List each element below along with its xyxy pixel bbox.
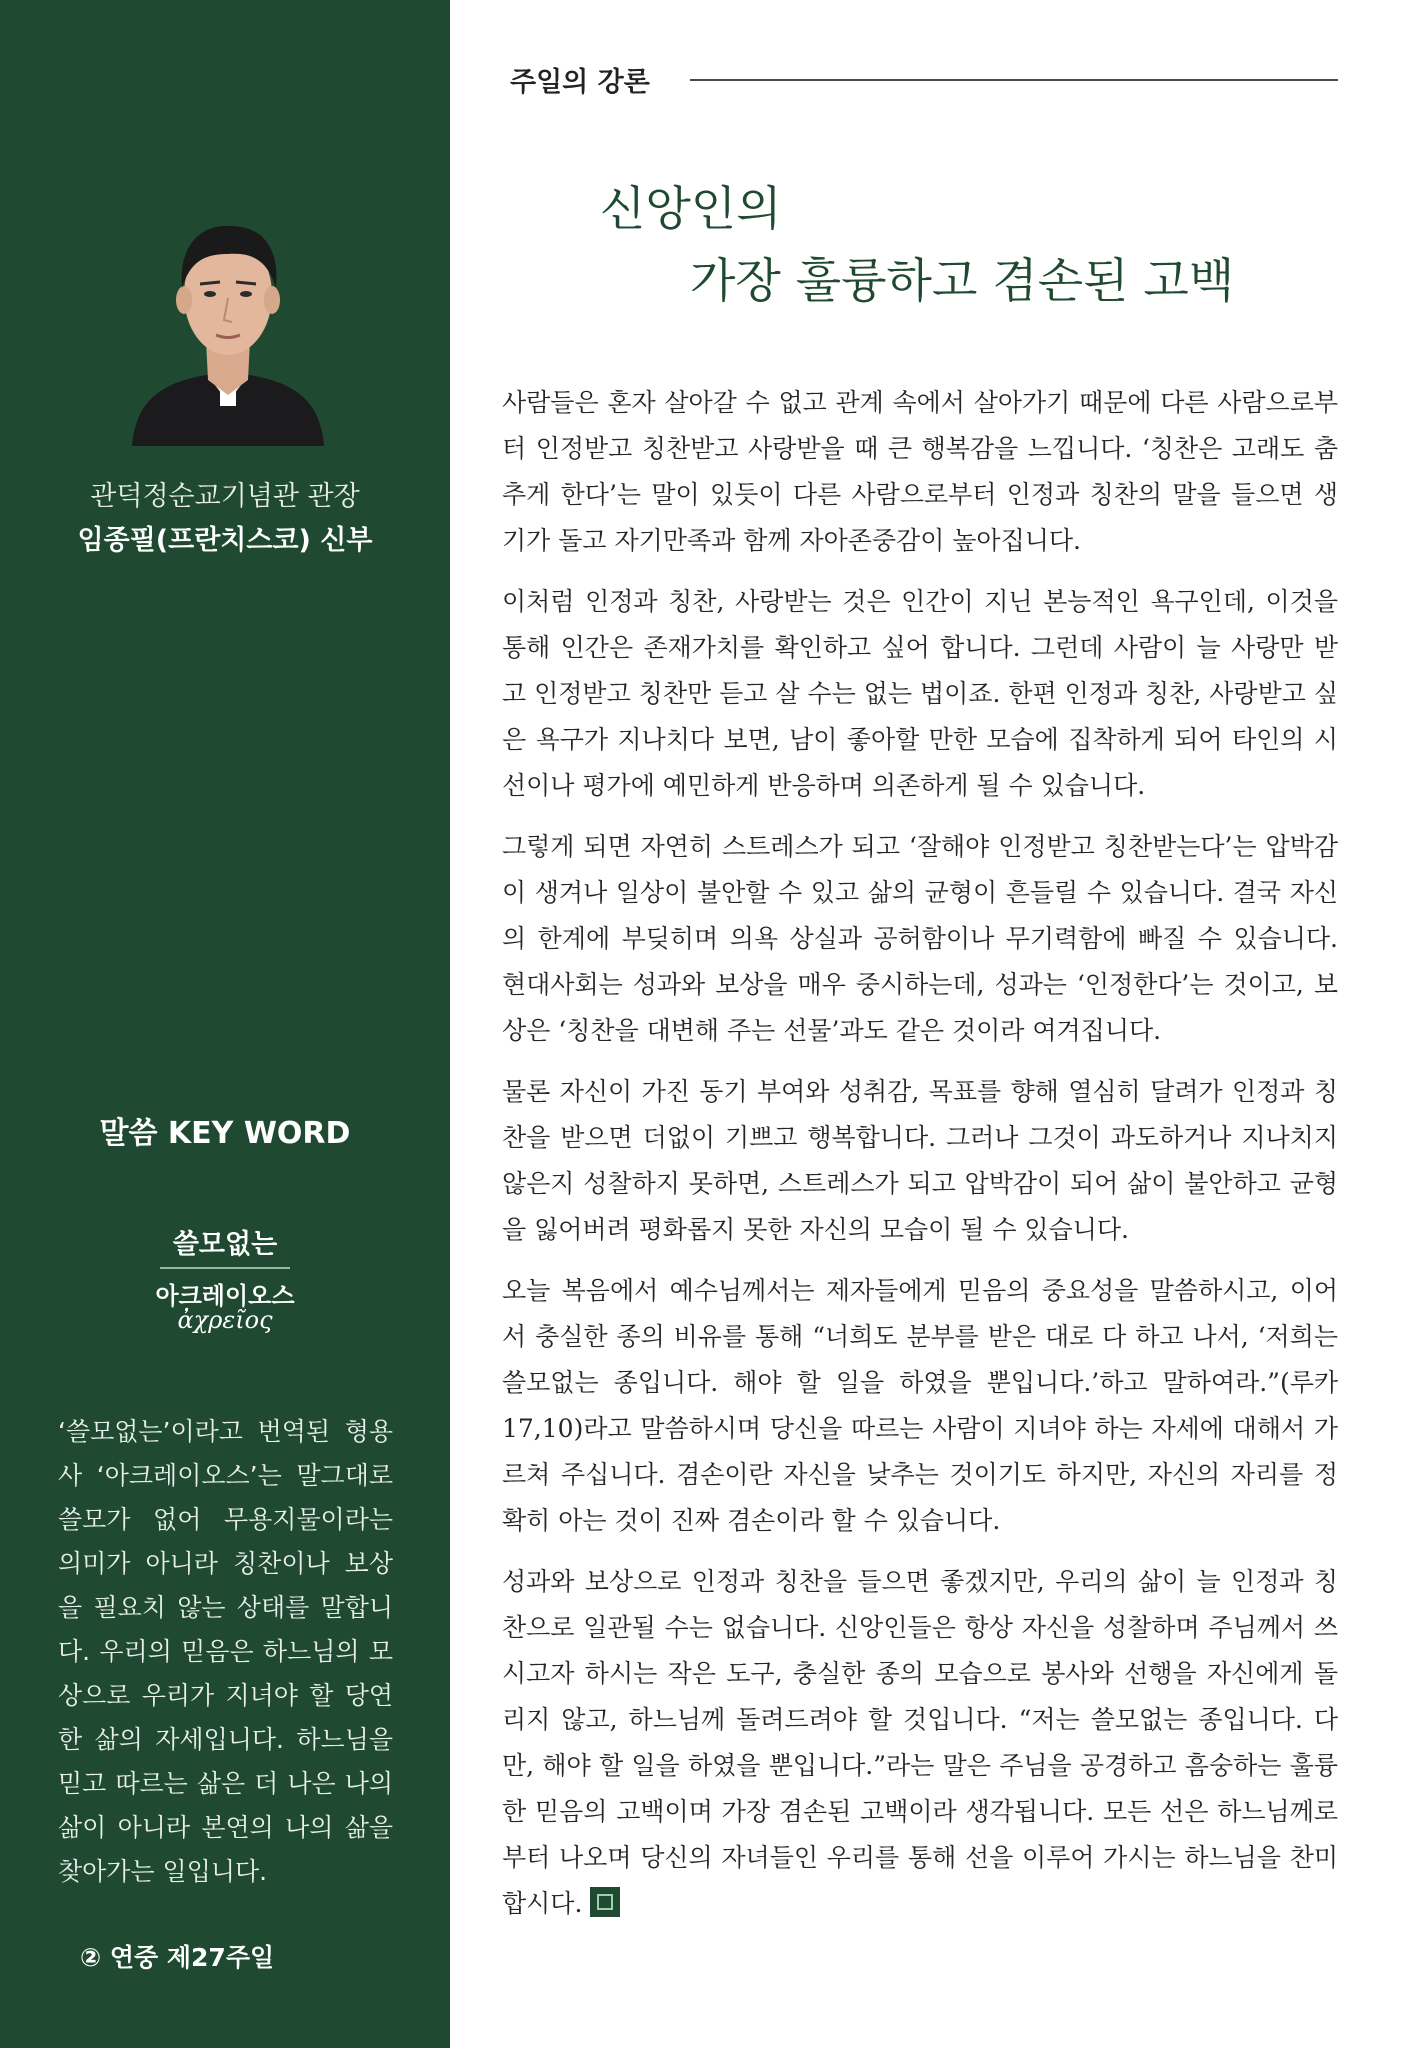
keyword-divider <box>160 1267 290 1269</box>
paragraph: 물론 자신이 가진 동기 부여와 성취감, 목표를 향해 열심히 달려가 인정과 칭찬을 받으면 더없이 기쁘고 행복합니다. 그러나 그것이 과도하거나 지나치지 않은지 성찰하지 못하면, 스트레스가 되고 압박감이 되어 삶이 불안하고 균형을 잃어버려 평화롭지 못한 자신의 모습이 될 수 있습니다. <box>502 1077 1338 1244</box>
article-body <box>502 380 1338 1942</box>
sidebar <box>0 0 450 2048</box>
keyword-term: 쓸모없는 <box>172 1229 278 1260</box>
author-name: 임종필(프란치스코) 신부 <box>77 525 373 556</box>
keyword-explanation: ‘쓸모없는’이라고 번역된 형용사 ‘아크레이오스’는 말그대로 쓸모가 없어 무용지물이라는 의미가 아니라 칭찬이나 보상을 필요치 않는 상태를 말합니다. 우리의 믿음은 하느님의 모상으로 우리가 지녀야 할 당연한 삶의 자세입니다. 하느님을 믿고 따르는 삶은 더 나은 나의 삶이 아니라 본연의 나의 삶을 찾아가는 일입니다. <box>58 1417 393 1886</box>
paragraph-last <box>502 1559 1338 1927</box>
issue-label: ② 연중 제27주일 <box>80 1943 275 1972</box>
keyword-greek: ἀχρεῖος <box>177 1306 273 1334</box>
paragraph: 이처럼 인정과 칭찬, 사랑받는 것은 인간이 지닌 본능적인 욕구인데, 이것을 통해 인간은 존재가치를 확인하고 싶어 합니다. 그런데 사람이 늘 사랑만 받고 인정받고 칭찬만 듣고 살 수는 없는 법이죠. 한편 인정과 칭찬, 사랑받고 싶은 욕구가 지나치다 보면, 남이 좋아할 만한 모습에 집착하게 되어 타인의 시선이나 평가에 예민하게 반응하며 의존하게 될 수 있습니다. <box>502 587 1338 800</box>
paragraph: 사람들은 혼자 살아갈 수 없고 관계 속에서 살아가기 때문에 다른 사람으로부터 인정받고 칭찬받고 사랑받을 때 큰 행복감을 느낍니다. ‘칭찬은 고래도 춤추게 한다’는 말이 있듯이 다른 사람으로부터 인정과 칭찬의 말을 들으면 생기가 돌고 자기만족과 함께 자아존중감이 높아집니다. <box>502 388 1338 555</box>
section-rule <box>690 79 1338 81</box>
keyword-heading: 말씀 KEY WORD <box>99 1116 351 1151</box>
author-portrait <box>128 190 328 446</box>
section-label: 주일의 강론 <box>510 67 650 98</box>
article-title-line2: 가장 훌륭하고 겸손된 고백 <box>690 254 1235 309</box>
paragraph: 그렇게 되면 자연히 스트레스가 되고 ‘잘해야 인정받고 칭찬받는다’는 압박감이 생겨나 일상이 불안할 수 있고 삶의 균형이 흔들릴 수 있습니다. 결국 자신의 한계에 부딪히며 의욕 상실과 공허함이나 무기력함에 빠질 수 있습니다. 현대사회는 성과와 보상을 매우 중시하는데, 성과는 ‘인정한다’는 것이고, 보상은 ‘칭찬을 대변해 주는 선물’과도 같은 것이라 여겨집니다. <box>502 832 1338 1045</box>
author-role: 관덕정순교기념관 관장 <box>90 481 360 512</box>
paragraph-text: 성과와 보상으로 인정과 칭찬을 들으면 좋겠지만, 우리의 삶이 늘 인정과 칭찬으로 일관될 수는 없습니다. 신앙인들은 항상 자신을 성찰하며 주님께서 쓰시고자 하시는 작은 도구, 충실한 종의 모습으로 봉사와 선행을 자신에게 돌리지 않고, 하느님께 돌려드려야 할 것입니다. “저는 쓸모없는 종입니다. 다만, 해야 할 일을 하였을 뿐입니다.”라는 말은 주님을 공경하고 흠숭하는 훌륭한 믿음의 고백이며 가장 겸손된 고백이라 생각됩니다. 모든 선은 하느님께로부터 나오며 당신의 자녀들인 우리를 통해 선을 이루어 가시는 하느님을 찬미합시다. <box>502 1567 1338 1918</box>
paragraph: 오늘 복음에서 예수님께서는 제자들에게 믿음의 중요성을 말씀하시고, 이어서 충실한 종의 비유를 통해 “너희도 분부를 받은 대로 다 하고 나서, ‘저희는 쓸모없는 종입니다. 해야 할 일을 하였을 뿐입니다.’하고 말하여라.”(루카 17,10)라고 말씀하시며 당신을 따르는 사람이 지녀야 하는 자세에 대해서 가르쳐 주십니다. 겸손이란 자신을 낮추는 것이기도 하지만, 자신의 자리를 정확히 아는 것이 진짜 겸손이라 할 수 있습니다. <box>502 1276 1338 1535</box>
article-title-line1: 신앙인의 <box>600 182 782 237</box>
end-mark-icon <box>590 1887 620 1917</box>
keyword-transliteration: 아크레이오스 <box>155 1282 295 1310</box>
